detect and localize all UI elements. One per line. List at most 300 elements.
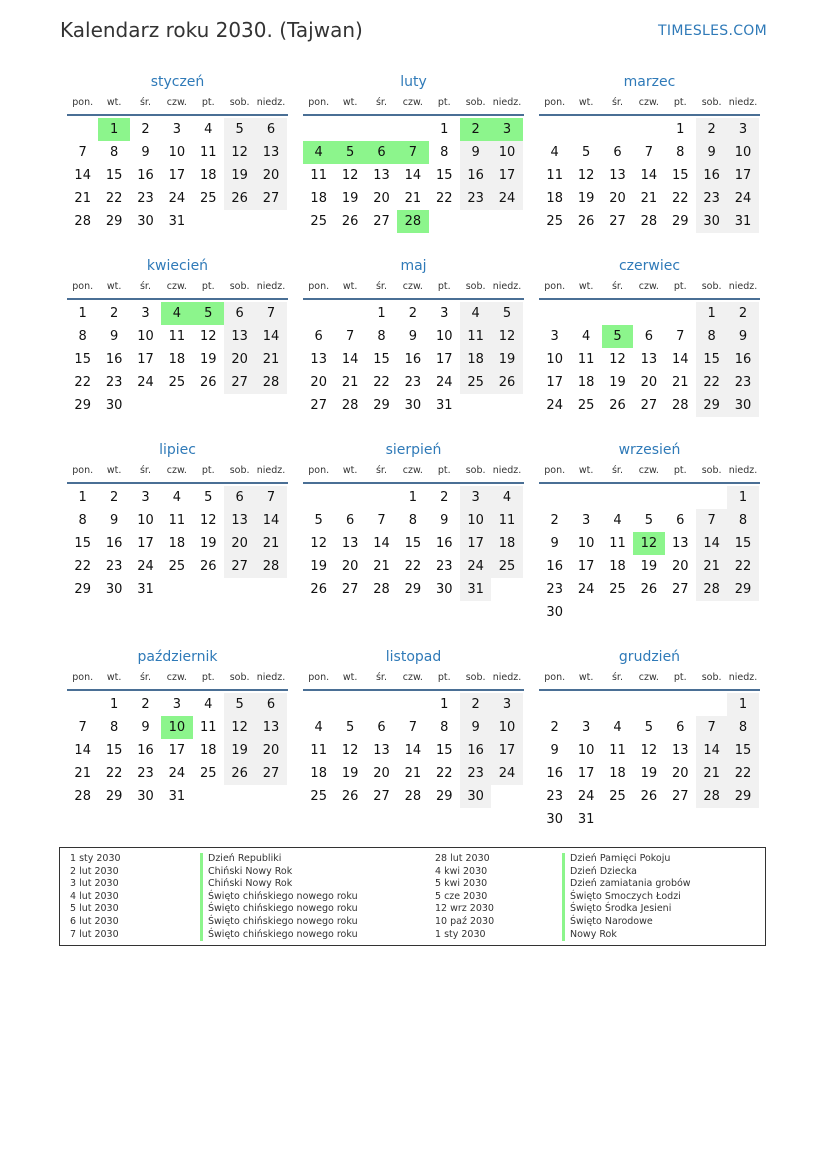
day-cell: 6 <box>644 329 653 344</box>
day-cell: 14 <box>373 536 390 551</box>
day-cell: 26 <box>224 187 255 210</box>
month-block <box>539 72 760 233</box>
day-cell: 15 <box>105 168 123 183</box>
legend-date: 28 lut 2030 <box>435 853 490 864</box>
day-cell: 7 <box>696 509 727 532</box>
weekday-label: czw. <box>402 672 423 683</box>
day-cell: 5 <box>644 720 653 735</box>
day-cell: 14 <box>74 168 91 183</box>
day-cell: 23 <box>137 191 154 206</box>
day-cell: 22 <box>696 371 727 394</box>
day-cell: 28 <box>341 398 359 413</box>
legend-holiday-name: Święto chińskiego nowego roku <box>200 903 358 916</box>
month-block <box>539 647 760 831</box>
day-cell: 12 <box>640 743 658 758</box>
day-cell: 1 <box>440 122 449 137</box>
day-cell: 15 <box>727 739 758 762</box>
day-cell: 4 <box>314 720 323 735</box>
empty-cell <box>366 693 397 716</box>
day-cell: 16 <box>696 164 727 187</box>
day-cell: 5 <box>204 490 213 505</box>
day-cell: 19 <box>640 559 658 574</box>
day-cell: 29 <box>373 398 390 413</box>
day-cell: 5 <box>224 693 255 716</box>
day-cell: 16 <box>137 168 154 183</box>
day-cell: 8 <box>727 716 758 739</box>
day-cell: 7 <box>255 486 286 509</box>
day-cell: 2 <box>550 720 559 735</box>
day-cell: 6 <box>224 486 255 509</box>
month-name: luty <box>400 74 427 90</box>
day-cell: 10 <box>546 352 563 367</box>
weekday-label: śr. <box>611 672 623 683</box>
day-cell: 17 <box>435 352 453 367</box>
day-cell: 26 <box>224 762 255 785</box>
day-cell: 25 <box>168 375 186 390</box>
day-cell: 13 <box>373 168 390 183</box>
empty-cell <box>665 302 696 325</box>
empty-cell <box>665 486 696 509</box>
weekday-label: pon. <box>308 465 330 476</box>
day-cell: 11 <box>168 329 186 344</box>
day-cell: 24 <box>546 398 563 413</box>
empty-cell <box>539 486 570 509</box>
weekday-header <box>67 276 288 300</box>
day-cell: 6 <box>676 513 685 528</box>
day-cell: 10 <box>727 141 758 164</box>
weekday-label: śr. <box>139 672 151 683</box>
weekday-label: sob. <box>701 97 722 108</box>
day-cell: 26 <box>577 214 595 229</box>
day-cell: 14 <box>696 532 727 555</box>
day-cell: 8 <box>78 329 87 344</box>
day-cell: 22 <box>727 762 758 785</box>
day-cell: 13 <box>255 716 286 739</box>
weekday-header <box>303 460 524 484</box>
weekday-label: czw. <box>638 97 659 108</box>
days-grid <box>539 486 760 624</box>
weekday-label: sob. <box>701 281 722 292</box>
weekday-label: czw. <box>166 281 187 292</box>
day-cell: 2 <box>141 122 150 137</box>
weekday-label: pt. <box>201 281 215 292</box>
empty-cell <box>570 118 601 141</box>
legend-holiday-name: Święto Smoczych Łodzi <box>562 891 691 904</box>
day-cell: 6 <box>224 302 255 325</box>
day-cell: 8 <box>696 325 727 348</box>
day-cell: 20 <box>373 766 390 781</box>
days-grid <box>539 693 760 831</box>
day-cell: 26 <box>199 375 217 390</box>
weekday-label: śr. <box>611 465 623 476</box>
day-cell: 18 <box>199 168 217 183</box>
day-cell: 9 <box>440 513 449 528</box>
day-cell: 2 <box>109 490 119 505</box>
day-cell: 2 <box>109 306 119 321</box>
weekday-header <box>303 92 524 116</box>
day-cell: 15 <box>105 743 123 758</box>
weekday-label: sob. <box>229 281 250 292</box>
month-block <box>303 72 524 233</box>
day-cell: 28 <box>671 398 689 413</box>
holiday-day-cell: 6 <box>366 141 397 164</box>
empty-cell <box>602 302 633 325</box>
day-cell: 18 <box>168 352 186 367</box>
weekday-label: pon. <box>544 281 566 292</box>
empty-cell <box>303 693 334 716</box>
empty-cell <box>602 693 633 716</box>
weekday-label: pon. <box>308 672 330 683</box>
day-cell: 30 <box>546 812 563 827</box>
day-cell: 13 <box>224 509 255 532</box>
day-cell: 20 <box>373 191 390 206</box>
day-cell: 26 <box>491 371 522 394</box>
empty-cell <box>570 302 601 325</box>
day-cell: 21 <box>404 191 422 206</box>
days-grid <box>67 486 288 601</box>
weekday-label: pt. <box>437 281 451 292</box>
weekday-header <box>539 460 760 484</box>
day-cell: 19 <box>341 766 359 781</box>
weekday-label: czw. <box>402 281 423 292</box>
day-cell: 11 <box>168 513 186 528</box>
day-cell: 23 <box>404 375 422 390</box>
days-grid <box>303 302 524 417</box>
weekday-label: sob. <box>465 97 486 108</box>
legend-names-left <box>200 853 358 941</box>
day-cell: 11 <box>199 145 217 160</box>
days-grid <box>303 693 524 808</box>
legend-date: 5 cze 2030 <box>435 890 488 902</box>
day-cell: 5 <box>581 145 591 160</box>
day-cell: 25 <box>577 398 595 413</box>
day-cell: 21 <box>255 348 286 371</box>
day-cell: 29 <box>696 394 727 417</box>
day-cell: 25 <box>310 214 327 229</box>
day-cell: 10 <box>137 329 154 344</box>
days-grid <box>539 302 760 417</box>
weekday-header <box>539 276 760 300</box>
weekday-label: niedz. <box>256 97 286 108</box>
day-cell: 27 <box>255 187 286 210</box>
day-cell: 1 <box>78 306 87 321</box>
weekday-label: pon. <box>308 97 330 108</box>
weekday-label: pt. <box>673 281 687 292</box>
day-cell: 3 <box>550 329 559 344</box>
day-cell: 23 <box>727 371 758 394</box>
weekday-label: śr. <box>375 465 387 476</box>
weekday-label: wt. <box>578 97 594 108</box>
brand-link[interactable]: TIMESLES.COM <box>658 23 767 39</box>
holiday-day-cell: 4 <box>161 302 192 325</box>
day-cell: 25 <box>460 371 491 394</box>
day-cell: 30 <box>727 394 758 417</box>
day-cell: 26 <box>341 214 359 229</box>
day-cell: 27 <box>373 789 390 804</box>
day-cell: 10 <box>491 141 522 164</box>
day-cell: 18 <box>310 191 327 206</box>
empty-cell <box>334 486 365 509</box>
day-cell: 11 <box>310 743 327 758</box>
day-cell: 12 <box>199 513 217 528</box>
month-name: kwiecień <box>146 258 209 274</box>
day-cell: 31 <box>137 582 154 597</box>
day-cell: 16 <box>105 352 123 367</box>
day-cell: 15 <box>696 348 727 371</box>
legend-date: 1 sty 2030 <box>435 928 486 940</box>
legend-date: 3 lut 2030 <box>70 878 119 890</box>
day-cell: 14 <box>671 352 689 367</box>
empty-cell <box>366 118 397 141</box>
days-grid <box>303 486 524 601</box>
day-cell: 15 <box>74 536 91 551</box>
day-cell: 31 <box>435 398 453 413</box>
day-cell: 8 <box>408 513 417 528</box>
days-grid <box>539 118 760 233</box>
month-name: czerwiec <box>618 258 681 274</box>
day-cell: 23 <box>546 789 563 804</box>
holiday-day-cell: 1 <box>98 118 129 141</box>
weekday-label: wt. <box>578 672 594 683</box>
legend-date: 6 lut 2030 <box>70 915 119 927</box>
day-cell: 24 <box>137 375 154 390</box>
legend-holiday-name: Święto Środka Jesieni <box>562 903 691 916</box>
weekday-label: śr. <box>375 672 387 683</box>
day-cell: 13 <box>640 352 658 367</box>
day-cell: 31 <box>460 578 491 601</box>
day-cell: 20 <box>609 191 626 206</box>
day-cell: 17 <box>168 743 186 758</box>
day-cell: 10 <box>435 329 453 344</box>
legend-holiday-name: Święto chińskiego nowego roku <box>200 929 358 942</box>
day-cell: 25 <box>310 789 327 804</box>
day-cell: 17 <box>491 739 522 762</box>
day-cell: 2 <box>460 693 491 716</box>
weekday-label: niedz. <box>728 465 758 476</box>
day-cell: 12 <box>199 329 217 344</box>
day-cell: 9 <box>109 513 119 528</box>
day-cell: 12 <box>341 168 359 183</box>
day-cell: 20 <box>224 348 255 371</box>
weekday-label: pon. <box>544 97 566 108</box>
page-title: Kalendarz roku 2030. (Tajwan) <box>60 18 363 42</box>
day-cell: 14 <box>341 352 359 367</box>
day-cell: 22 <box>727 555 758 578</box>
month-block <box>67 647 288 808</box>
day-cell: 1 <box>676 122 685 137</box>
month-name: styczeń <box>150 74 205 90</box>
day-cell: 3 <box>141 306 150 321</box>
empty-cell <box>67 693 98 716</box>
day-cell: 17 <box>137 536 154 551</box>
day-cell: 24 <box>435 375 453 390</box>
day-cell: 19 <box>199 352 217 367</box>
weekday-label: czw. <box>402 97 423 108</box>
day-cell: 18 <box>609 766 626 781</box>
day-cell: 10 <box>168 145 186 160</box>
weekday-header <box>67 460 288 484</box>
weekday-label: sob. <box>229 465 250 476</box>
month-name: sierpień <box>385 442 442 458</box>
day-cell: 12 <box>341 743 359 758</box>
weekday-label: niedz. <box>492 281 522 292</box>
day-cell: 3 <box>581 513 591 528</box>
weekday-label: wt. <box>342 97 358 108</box>
day-cell: 4 <box>581 329 591 344</box>
holiday-day-cell: 28 <box>397 210 428 233</box>
day-cell: 21 <box>373 559 390 574</box>
day-cell: 11 <box>310 168 327 183</box>
day-cell: 19 <box>199 536 217 551</box>
day-cell: 8 <box>109 720 119 735</box>
day-cell: 4 <box>550 145 559 160</box>
day-cell: 24 <box>491 187 522 210</box>
day-cell: 22 <box>74 375 91 390</box>
day-cell: 30 <box>435 582 453 597</box>
day-cell: 25 <box>199 191 217 206</box>
day-cell: 27 <box>255 762 286 785</box>
day-cell: 17 <box>577 766 595 781</box>
day-cell: 10 <box>137 513 154 528</box>
empty-cell <box>334 302 365 325</box>
day-cell: 17 <box>460 532 491 555</box>
day-cell: 28 <box>696 785 727 808</box>
day-cell: 13 <box>609 168 626 183</box>
weekday-label: pon. <box>544 465 566 476</box>
weekday-label: niedz. <box>256 281 286 292</box>
weekday-label: wt. <box>106 465 122 476</box>
day-cell: 3 <box>141 490 150 505</box>
month-block <box>67 72 288 233</box>
day-cell: 20 <box>341 559 359 574</box>
day-cell: 23 <box>137 766 154 781</box>
day-cell: 28 <box>255 371 286 394</box>
day-cell: 1 <box>109 697 119 712</box>
day-cell: 4 <box>613 513 622 528</box>
day-cell: 16 <box>460 164 491 187</box>
day-cell: 18 <box>310 766 327 781</box>
day-cell: 19 <box>224 739 255 762</box>
day-cell: 6 <box>613 145 622 160</box>
day-cell: 8 <box>676 145 685 160</box>
day-cell: 21 <box>74 766 91 781</box>
holiday-day-cell: 2 <box>460 118 491 141</box>
day-cell: 15 <box>671 168 689 183</box>
day-cell: 17 <box>577 559 595 574</box>
month-name: marzec <box>623 74 676 90</box>
day-cell: 22 <box>671 191 689 206</box>
day-cell: 29 <box>74 582 91 597</box>
weekday-label: czw. <box>166 465 187 476</box>
day-cell: 23 <box>435 559 453 574</box>
weekday-label: śr. <box>139 97 151 108</box>
day-cell: 27 <box>224 555 255 578</box>
day-cell: 19 <box>310 559 327 574</box>
day-cell: 23 <box>546 582 563 597</box>
day-cell: 7 <box>377 513 386 528</box>
day-cell: 8 <box>440 145 449 160</box>
day-cell: 1 <box>440 697 449 712</box>
day-cell: 4 <box>460 302 491 325</box>
day-cell: 23 <box>105 559 123 574</box>
day-cell: 27 <box>671 789 689 804</box>
weekday-label: czw. <box>638 281 659 292</box>
day-cell: 8 <box>727 509 758 532</box>
day-cell: 10 <box>577 743 595 758</box>
day-cell: 19 <box>577 191 595 206</box>
day-cell: 12 <box>609 352 626 367</box>
day-cell: 18 <box>546 191 563 206</box>
month-name: listopad <box>385 649 442 665</box>
day-cell: 30 <box>105 582 123 597</box>
weekday-label: niedz. <box>256 465 286 476</box>
day-cell: 16 <box>727 348 758 371</box>
day-cell: 20 <box>224 532 255 555</box>
weekday-label: niedz. <box>728 281 758 292</box>
empty-cell <box>633 118 664 141</box>
day-cell: 10 <box>460 509 491 532</box>
day-cell: 19 <box>609 375 626 390</box>
day-cell: 15 <box>435 168 453 183</box>
weekday-label: pon. <box>72 672 94 683</box>
day-cell: 25 <box>199 766 217 781</box>
day-cell: 18 <box>199 743 217 758</box>
day-cell: 25 <box>168 559 186 574</box>
month-block <box>67 256 288 417</box>
month-block <box>539 256 760 417</box>
day-cell: 1 <box>727 693 758 716</box>
day-cell: 30 <box>460 785 491 808</box>
day-cell: 3 <box>440 306 449 321</box>
weekday-header <box>303 667 524 691</box>
month-name: grudzień <box>618 649 681 665</box>
day-cell: 5 <box>314 513 323 528</box>
day-cell: 4 <box>204 697 213 712</box>
day-cell: 29 <box>74 398 91 413</box>
weekday-label: pon. <box>72 281 94 292</box>
day-cell: 26 <box>640 789 658 804</box>
day-cell: 20 <box>640 375 658 390</box>
day-cell: 12 <box>310 536 327 551</box>
holiday-day-cell: 5 <box>602 325 633 348</box>
month-name: maj <box>400 258 427 274</box>
day-cell: 7 <box>255 302 286 325</box>
day-cell: 24 <box>168 766 186 781</box>
holiday-day-cell: 5 <box>334 141 365 164</box>
weekday-label: wt. <box>342 465 358 476</box>
empty-cell <box>602 118 633 141</box>
legend-holiday-name: Dzień Republiki <box>200 853 358 866</box>
empty-cell <box>539 693 570 716</box>
day-cell: 26 <box>199 559 217 574</box>
day-cell: 24 <box>460 555 491 578</box>
day-cell: 11 <box>609 743 626 758</box>
empty-cell <box>366 486 397 509</box>
weekday-header <box>67 667 288 691</box>
day-cell: 13 <box>671 536 689 551</box>
weekday-label: pt. <box>201 672 215 683</box>
day-cell: 18 <box>609 559 626 574</box>
month-block <box>303 256 524 417</box>
day-cell: 15 <box>404 536 422 551</box>
day-cell: 31 <box>168 214 186 229</box>
empty-cell <box>633 486 664 509</box>
day-cell: 31 <box>727 210 758 233</box>
weekday-label: sob. <box>229 97 250 108</box>
day-cell: 15 <box>435 743 453 758</box>
legend-holiday-name: Dzień Dziecka <box>562 866 691 879</box>
day-cell: 21 <box>255 532 286 555</box>
